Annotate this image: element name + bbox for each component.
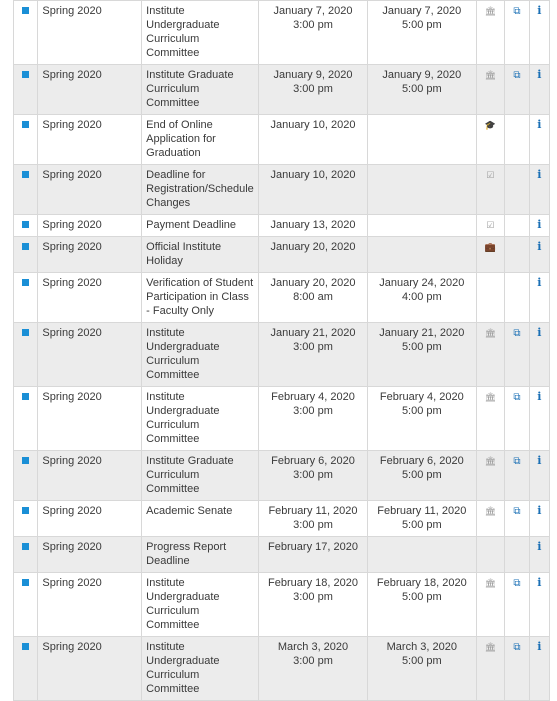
building-icon: 🏛 xyxy=(484,506,497,516)
start-cell xyxy=(259,65,368,115)
start-cell xyxy=(259,215,368,237)
popout-icon[interactable]: ⧉ xyxy=(513,578,521,589)
end-cell xyxy=(367,115,476,165)
info-cell xyxy=(529,165,549,215)
select-checkbox[interactable] xyxy=(22,279,29,286)
event-cell: End of Online Application for Graduation xyxy=(142,115,259,165)
info-cell xyxy=(529,237,549,273)
info-icon[interactable]: i xyxy=(537,168,542,181)
type-icon-cell xyxy=(476,1,504,65)
end-cell xyxy=(367,65,476,115)
info-cell xyxy=(529,215,549,237)
table-row xyxy=(14,237,550,273)
end-time: 5:00 pm xyxy=(401,19,442,31)
end-date: February 6, 2020 xyxy=(379,455,464,467)
table-row xyxy=(14,537,550,573)
start-cell xyxy=(259,273,368,323)
event-cell: Institute Graduate Curriculum Committee xyxy=(142,65,259,115)
start-date: March 3, 2020 xyxy=(277,641,349,653)
term-cell: Spring 2020 xyxy=(38,237,142,273)
select-cell xyxy=(14,115,38,165)
building-icon: 🏛 xyxy=(484,456,497,466)
info-cell xyxy=(529,387,549,451)
popout-cell xyxy=(505,637,529,701)
event-cell: Payment Deadline xyxy=(142,215,259,237)
popout-cell xyxy=(505,165,529,215)
start-date: February 4, 2020 xyxy=(271,391,355,403)
term-cell: Spring 2020 xyxy=(38,637,142,701)
start-time: 3:00 pm xyxy=(293,341,333,353)
start-date: January 10, 2020 xyxy=(270,169,356,181)
type-icon-cell xyxy=(476,165,504,215)
select-cell xyxy=(14,237,38,273)
table-row xyxy=(14,215,550,237)
select-checkbox[interactable] xyxy=(22,507,29,514)
select-checkbox[interactable] xyxy=(22,71,29,78)
end-date: January 9, 2020 xyxy=(382,69,462,81)
graduation-cap-icon: 🎓 xyxy=(484,120,497,130)
popout-cell xyxy=(505,115,529,165)
start-cell xyxy=(259,501,368,537)
info-cell xyxy=(529,115,549,165)
select-cell xyxy=(14,501,38,537)
start-cell xyxy=(259,637,368,701)
popout-icon[interactable]: ⧉ xyxy=(513,328,521,339)
select-cell xyxy=(14,1,38,65)
building-icon: 🏛 xyxy=(484,578,497,588)
select-cell xyxy=(14,451,38,501)
info-cell xyxy=(529,65,549,115)
type-icon-cell xyxy=(476,387,504,451)
type-icon-cell xyxy=(476,215,504,237)
start-cell xyxy=(259,537,368,573)
start-cell xyxy=(259,165,368,215)
event-cell: Institute Undergraduate Curriculum Committee xyxy=(142,1,259,65)
select-checkbox[interactable] xyxy=(22,643,29,650)
popout-icon[interactable]: ⧉ xyxy=(513,642,521,653)
info-cell xyxy=(529,323,549,387)
term-cell: Spring 2020 xyxy=(38,215,142,237)
start-date: January 7, 2020 xyxy=(273,5,353,17)
event-cell: Institute Undergraduate Curriculum Committee xyxy=(142,573,259,637)
start-cell xyxy=(259,387,368,451)
end-cell xyxy=(367,237,476,273)
select-checkbox[interactable] xyxy=(22,121,29,128)
select-cell xyxy=(14,215,38,237)
end-time: 5:00 pm xyxy=(401,519,442,531)
start-time: 3:00 pm xyxy=(293,519,333,531)
info-icon[interactable]: i xyxy=(537,218,542,231)
table-row xyxy=(14,165,550,215)
info-cell xyxy=(529,451,549,501)
table-row xyxy=(14,573,550,637)
type-icon-cell xyxy=(476,323,504,387)
type-icon-cell xyxy=(476,115,504,165)
end-cell xyxy=(367,451,476,501)
building-icon: 🏛 xyxy=(484,642,497,652)
table-row xyxy=(14,387,550,451)
end-cell xyxy=(367,637,476,701)
table-row xyxy=(14,1,550,65)
end-time: 5:00 pm xyxy=(401,469,442,481)
start-date: January 20, 2020 xyxy=(270,277,356,289)
info-cell xyxy=(529,573,549,637)
type-icon-cell xyxy=(476,501,504,537)
popout-icon[interactable]: ⧉ xyxy=(513,6,521,17)
info-icon[interactable]: i xyxy=(537,276,542,289)
info-icon[interactable]: i xyxy=(537,540,542,553)
end-date: March 3, 2020 xyxy=(386,641,457,653)
event-cell: Deadline for Registration/Schedule Changes xyxy=(142,165,259,215)
term-cell: Spring 2020 xyxy=(38,501,142,537)
select-checkbox[interactable] xyxy=(22,457,29,464)
start-time: 3:00 pm xyxy=(293,83,333,95)
info-icon[interactable]: i xyxy=(537,504,542,517)
end-date: February 11, 2020 xyxy=(377,505,467,517)
end-cell xyxy=(367,537,476,573)
table-row xyxy=(14,501,550,537)
start-date: January 10, 2020 xyxy=(270,119,356,131)
end-time: 5:00 pm xyxy=(401,405,442,417)
popout-icon[interactable]: ⧉ xyxy=(513,456,521,467)
select-checkbox[interactable] xyxy=(22,579,29,586)
select-checkbox[interactable] xyxy=(22,243,29,250)
event-cell: Institute Graduate Curriculum Committee xyxy=(142,451,259,501)
table-row xyxy=(14,451,550,501)
info-cell xyxy=(529,1,549,65)
popout-cell xyxy=(505,387,529,451)
select-checkbox[interactable] xyxy=(22,543,29,550)
end-cell xyxy=(367,501,476,537)
term-cell: Spring 2020 xyxy=(38,65,142,115)
popout-cell xyxy=(505,501,529,537)
end-cell xyxy=(367,273,476,323)
start-date: January 9, 2020 xyxy=(273,69,353,81)
end-date: February 4, 2020 xyxy=(379,391,464,403)
popout-cell xyxy=(505,65,529,115)
info-icon[interactable]: i xyxy=(537,640,542,653)
select-cell xyxy=(14,323,38,387)
building-icon: 🏛 xyxy=(484,328,497,338)
term-cell: Spring 2020 xyxy=(38,387,142,451)
type-icon-cell xyxy=(476,451,504,501)
calendar-table xyxy=(13,0,550,701)
popout-cell xyxy=(505,451,529,501)
term-cell: Spring 2020 xyxy=(38,165,142,215)
select-cell xyxy=(14,573,38,637)
popout-cell xyxy=(505,537,529,573)
building-icon: 🏛 xyxy=(484,70,497,80)
end-cell xyxy=(367,323,476,387)
info-icon[interactable]: i xyxy=(537,118,542,131)
table-row xyxy=(14,323,550,387)
end-time: 5:00 pm xyxy=(401,655,442,667)
start-date: February 17, 2020 xyxy=(268,541,358,553)
start-date: February 11, 2020 xyxy=(268,505,358,517)
start-time: 3:00 pm xyxy=(293,591,333,603)
term-cell: Spring 2020 xyxy=(38,115,142,165)
start-time: 3:00 pm xyxy=(293,405,333,417)
info-icon[interactable]: i xyxy=(537,576,542,589)
start-date: January 20, 2020 xyxy=(270,241,356,253)
end-cell xyxy=(367,165,476,215)
end-date: February 18, 2020 xyxy=(376,577,467,589)
info-icon[interactable]: i xyxy=(537,454,542,467)
term-cell: Spring 2020 xyxy=(38,273,142,323)
event-cell: Institute Undergraduate Curriculum Committee xyxy=(142,387,259,451)
popout-cell xyxy=(505,573,529,637)
type-icon-cell xyxy=(476,273,504,323)
select-checkbox[interactable] xyxy=(22,221,29,228)
term-cell: Spring 2020 xyxy=(38,573,142,637)
term-cell: Spring 2020 xyxy=(38,451,142,501)
end-time: 4:00 pm xyxy=(401,291,442,303)
end-time: 5:00 pm xyxy=(401,341,442,353)
building-icon: 🏛 xyxy=(484,392,497,402)
table-row xyxy=(14,65,550,115)
type-icon-cell xyxy=(476,65,504,115)
start-date: January 21, 2020 xyxy=(270,327,356,339)
start-cell xyxy=(259,573,368,637)
event-cell: Progress Report Deadline xyxy=(142,537,259,573)
end-date: January 7, 2020 xyxy=(382,5,462,17)
popout-icon[interactable]: ⧉ xyxy=(513,506,521,517)
info-icon[interactable]: i xyxy=(537,326,542,339)
end-cell xyxy=(367,215,476,237)
info-icon[interactable]: i xyxy=(537,390,542,403)
select-checkbox[interactable] xyxy=(22,393,29,400)
type-icon-cell xyxy=(476,573,504,637)
end-cell xyxy=(367,573,476,637)
popout-cell xyxy=(505,215,529,237)
term-cell: Spring 2020 xyxy=(38,537,142,573)
select-cell xyxy=(14,65,38,115)
info-cell xyxy=(529,501,549,537)
popout-icon[interactable]: ⧉ xyxy=(513,70,521,81)
start-cell xyxy=(259,451,368,501)
end-date: January 21, 2020 xyxy=(379,327,465,339)
select-cell xyxy=(14,387,38,451)
select-cell xyxy=(14,637,38,701)
info-cell xyxy=(529,537,549,573)
event-cell: Institute Undergraduate Curriculum Committee xyxy=(142,637,259,701)
start-time: 3:00 pm xyxy=(293,469,333,481)
info-icon[interactable]: i xyxy=(537,68,542,81)
start-date: February 6, 2020 xyxy=(271,455,355,467)
select-checkbox[interactable] xyxy=(22,7,29,14)
popout-cell xyxy=(505,237,529,273)
end-cell xyxy=(367,1,476,65)
start-time: 8:00 am xyxy=(293,291,333,303)
start-date: February 18, 2020 xyxy=(268,577,358,589)
table-row xyxy=(14,115,550,165)
popout-cell xyxy=(505,323,529,387)
type-icon-cell xyxy=(476,237,504,273)
info-cell xyxy=(529,273,549,323)
type-icon-cell xyxy=(476,637,504,701)
table-row xyxy=(14,273,550,323)
event-cell: Institute Undergraduate Curriculum Committee xyxy=(142,323,259,387)
event-cell: Official Institute Holiday xyxy=(142,237,259,273)
end-cell xyxy=(367,387,476,451)
info-icon[interactable]: i xyxy=(537,4,542,17)
info-cell xyxy=(529,637,549,701)
start-cell xyxy=(259,323,368,387)
checkbox-icon: ☑ xyxy=(486,170,495,180)
select-cell xyxy=(14,537,38,573)
start-time: 3:00 pm xyxy=(293,19,333,31)
popout-cell xyxy=(505,1,529,65)
end-time: 5:00 pm xyxy=(401,591,442,603)
popout-icon[interactable]: ⧉ xyxy=(513,392,521,403)
checkbox-icon: ☑ xyxy=(486,220,495,230)
select-checkbox[interactable] xyxy=(22,171,29,178)
select-checkbox[interactable] xyxy=(22,329,29,336)
building-icon: 🏛 xyxy=(484,6,497,16)
select-cell xyxy=(14,165,38,215)
term-cell: Spring 2020 xyxy=(38,1,142,65)
start-cell xyxy=(259,1,368,65)
start-cell xyxy=(259,237,368,273)
end-date: January 24, 2020 xyxy=(379,277,465,289)
info-icon[interactable]: i xyxy=(537,240,542,253)
type-icon-cell xyxy=(476,537,504,573)
briefcase-icon: 💼 xyxy=(484,242,497,252)
end-time: 5:00 pm xyxy=(401,83,442,95)
start-date: January 13, 2020 xyxy=(270,219,356,231)
table-row xyxy=(14,637,550,701)
popout-cell xyxy=(505,273,529,323)
start-cell xyxy=(259,115,368,165)
event-cell: Academic Senate xyxy=(142,501,259,537)
start-time: 3:00 pm xyxy=(293,655,333,667)
select-cell xyxy=(14,273,38,323)
event-cell: Verification of Student Participation in Class - Faculty Only xyxy=(142,273,259,323)
term-cell: Spring 2020 xyxy=(38,323,142,387)
